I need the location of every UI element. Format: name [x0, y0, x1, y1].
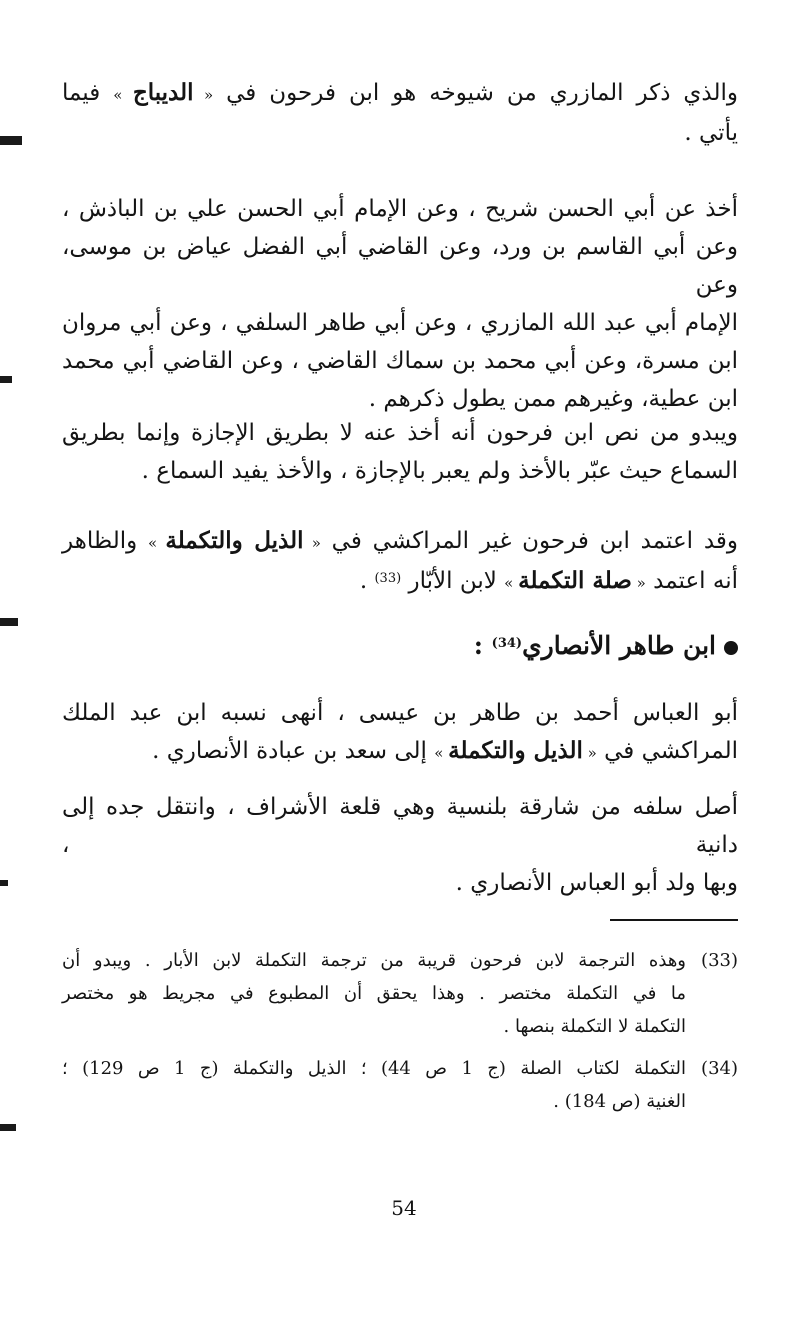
text-run: وبها ولد أبو العباس الأنصاري . [455, 870, 738, 896]
heading-colon: : [473, 631, 483, 660]
footnote-number: (33) [701, 950, 738, 971]
scan-mark [0, 136, 22, 145]
footnote-ref: (33) [374, 571, 402, 586]
quote-mark: » [113, 86, 133, 104]
paragraph-4 [62, 522, 738, 602]
footnote-line: وهذه الترجمة لابن فرحون قريبة من ترجمة التكملة لابن الأبار . ويبدو أن [62, 950, 686, 971]
footnote-line: الغنية (ص 184) . [553, 1091, 686, 1112]
paragraph-2 [62, 190, 738, 418]
quote-mark: » [434, 744, 449, 762]
quote-mark: « [303, 534, 321, 552]
bold-title: الديباج [132, 79, 194, 106]
scan-mark [0, 1124, 16, 1131]
text-line [62, 190, 738, 228]
scan-mark [0, 880, 8, 886]
text-run: أصل سلفه من شارقة بلنسية وهي قلعة الأشراف ، وانتقل جده إلى دانية ، [62, 794, 738, 858]
page-number: 54 [391, 1196, 417, 1220]
text-line [62, 342, 738, 380]
paragraph-6 [62, 788, 738, 902]
footnote-line: التكملة لكتاب الصلة (ج 1 ص 44) ؛ الذيل والتكملة (ج 1 ص 129) ؛ [62, 1058, 686, 1079]
paragraph-5 [62, 694, 738, 772]
text-run: أبو العباس أحمد بن طاهر بن عيسى ، أنهى نسبه ابن عبد الملك [62, 700, 738, 726]
text-line [62, 414, 738, 452]
scan-mark [0, 376, 12, 383]
text-run: ابن مسرة، وعن أبي محمد بن سماك القاضي ، وعن القاضي أبي محمد [62, 348, 738, 374]
bold-title: الذيل والتكملة [165, 527, 304, 554]
text-run: والذي ذكر المازري من شيوخه هو ابن فرحون في [213, 80, 738, 106]
paragraph-3 [62, 414, 738, 490]
quote-mark: « [582, 744, 597, 762]
text-run: إلى سعد بن عبادة الأنصاري . [152, 738, 435, 764]
text-line [62, 304, 738, 342]
text-run: وعن أبي القاسم بن ورد، وعن القاضي أبي الفضل عياض بن موسى، وعن [62, 234, 738, 298]
text-run: فيما [62, 80, 114, 106]
text-line [62, 694, 738, 732]
text-line [62, 864, 738, 902]
text-line [62, 788, 738, 864]
text-run: أنه اعتمد [645, 568, 738, 594]
text-run: السماع حيث عبّر بالأخذ ولم يعبر بالإجازة ، والأخذ يفيد السماع . [141, 458, 738, 484]
footnote-number: (34) [701, 1058, 738, 1079]
bold-title: صلة التكملة [518, 567, 632, 594]
text-run: أخذ عن أبي الحسن شريح ، وعن الإمام أبي الحسن علي بن الباذش ، [62, 196, 738, 222]
text-line [62, 380, 738, 418]
text-run: ابن عطية، وغيرهم ممن يطول ذكرهم . [368, 386, 738, 412]
text-run: والظاهر [62, 528, 148, 554]
text-line [62, 732, 738, 772]
text-line [62, 114, 738, 152]
quote-mark: « [631, 574, 646, 592]
bold-title: الذيل والتكملة [448, 737, 583, 764]
scan-mark [0, 618, 18, 626]
footnote-34 [62, 1052, 738, 1118]
text-run: المراكشي في [596, 738, 738, 764]
text-line [62, 522, 738, 562]
section-heading [62, 626, 738, 666]
quote-mark: » [147, 534, 166, 552]
text-line [62, 74, 738, 114]
text-run: لابن الأبّار [401, 568, 505, 594]
text-line [62, 562, 738, 602]
footnote-line: ما في التكملة مختصر . وهذا يحقق أن المطبوع في مجريط هو مختصر [62, 983, 686, 1004]
text-run: . [359, 568, 375, 594]
text-line [62, 452, 738, 490]
footnote-33 [62, 944, 738, 1043]
footnote-line: التكملة لا التكملة بنصها . [503, 1016, 686, 1037]
text-run: يأتي . [684, 120, 738, 146]
footnote-body [62, 944, 686, 1043]
paragraph-1 [62, 74, 738, 152]
text-line [62, 228, 738, 304]
text-run: الإمام أبي عبد الله المازري ، وعن أبي طاهر السلفي ، وعن أبي مروان [62, 310, 738, 336]
quote-mark: « [193, 86, 214, 104]
quote-mark: » [504, 574, 519, 592]
footnote-body [62, 1052, 686, 1118]
heading-text: ابن طاهر الأنصاري [522, 631, 716, 660]
text-run: ويبدو من نص ابن فرحون أنه أخذ عنه لا بطريق الإجازة وإنما بطريق [62, 420, 738, 446]
text-run: وقد اعتمد ابن فرحون غير المراكشي في [320, 528, 738, 554]
bullet-icon [724, 641, 738, 655]
footnote-separator [610, 919, 738, 921]
footnote-ref: (34) [491, 636, 523, 651]
